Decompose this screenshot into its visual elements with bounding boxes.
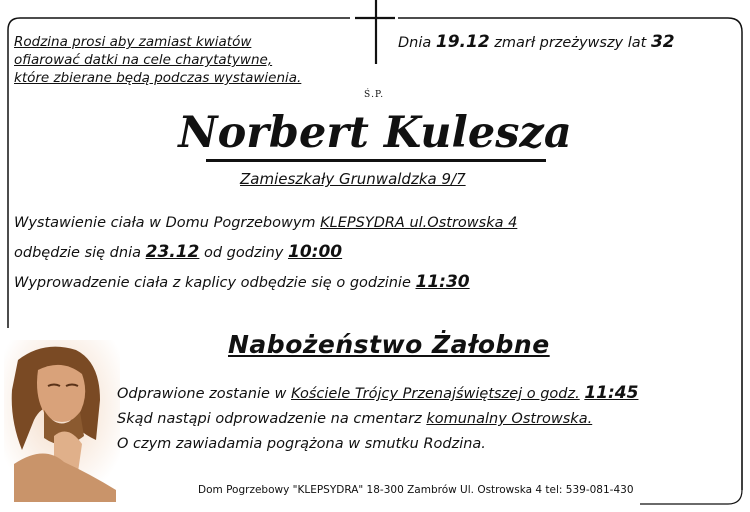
sp-label: Ś.P. [364, 90, 385, 100]
cross-icon [351, 0, 397, 66]
viewing-info [14, 209, 517, 298]
death-date: 19.12 [435, 32, 490, 52]
deceased-name: Norbert Kulesza [178, 108, 572, 158]
flowers-notice [14, 33, 354, 87]
funeral-home-footer: Dom Pogrzebowy "KLEPSYDRA" 18-300 Zambrów Ul. Ostrowska 4 tel: 539-081-430 [198, 484, 634, 496]
service-text: Skąd nastąpi odprowadzenie na cmentarz [117, 411, 422, 427]
service-info [117, 381, 638, 457]
viewing-line-1 [14, 209, 517, 238]
notice-line: które zbierane będą podczas wystawienia. [14, 70, 302, 86]
service-line-2 [117, 407, 638, 432]
viewing-text: odbędzie się dnia [14, 245, 141, 261]
notice-line: ofiarować datki na cele charytatywne, [14, 52, 273, 68]
death-info [398, 32, 675, 52]
service-line-3 [117, 432, 638, 457]
death-prefix: Dnia [398, 35, 432, 51]
service-time: 11:45 [584, 383, 639, 403]
viewing-date: 23.12 [145, 242, 200, 262]
viewing-place: KLEPSYDRA ul.Ostrowska 4 [320, 215, 518, 231]
notice-line: Rodzina prosi aby zamiast kwiatów [14, 34, 252, 50]
viewing-line-3 [14, 268, 517, 298]
viewing-text: od godziny [204, 245, 284, 261]
viewing-text: Wystawienie ciała w Domu Pogrzebowym [14, 215, 316, 231]
death-age: 32 [650, 32, 675, 52]
service-text: Odprawione zostanie w [117, 386, 287, 402]
service-title: Nabożeństwo Żałobne [228, 330, 550, 359]
viewing-text: Wyprowadzenie ciała z kaplicy odbędzie się o godzinie [14, 275, 411, 291]
service-text: O czym zawiadamia pogrążona w smutku Rodzina. [117, 436, 486, 452]
address: Zamieszkały Grunwaldzka 9/7 [240, 170, 466, 188]
procession-time: 11:30 [415, 272, 470, 292]
viewing-line-2 [14, 238, 517, 268]
praying-jesus-image [4, 340, 120, 502]
viewing-time: 10:00 [287, 242, 343, 262]
service-line-1 [117, 381, 638, 407]
name-underline [206, 159, 546, 162]
death-middle: zmarł przeżywszy lat [494, 35, 647, 51]
cemetery-name: komunalny Ostrowska. [426, 411, 593, 427]
church-name: Kościele Trójcy Przenajświętszej o godz. [290, 386, 580, 402]
